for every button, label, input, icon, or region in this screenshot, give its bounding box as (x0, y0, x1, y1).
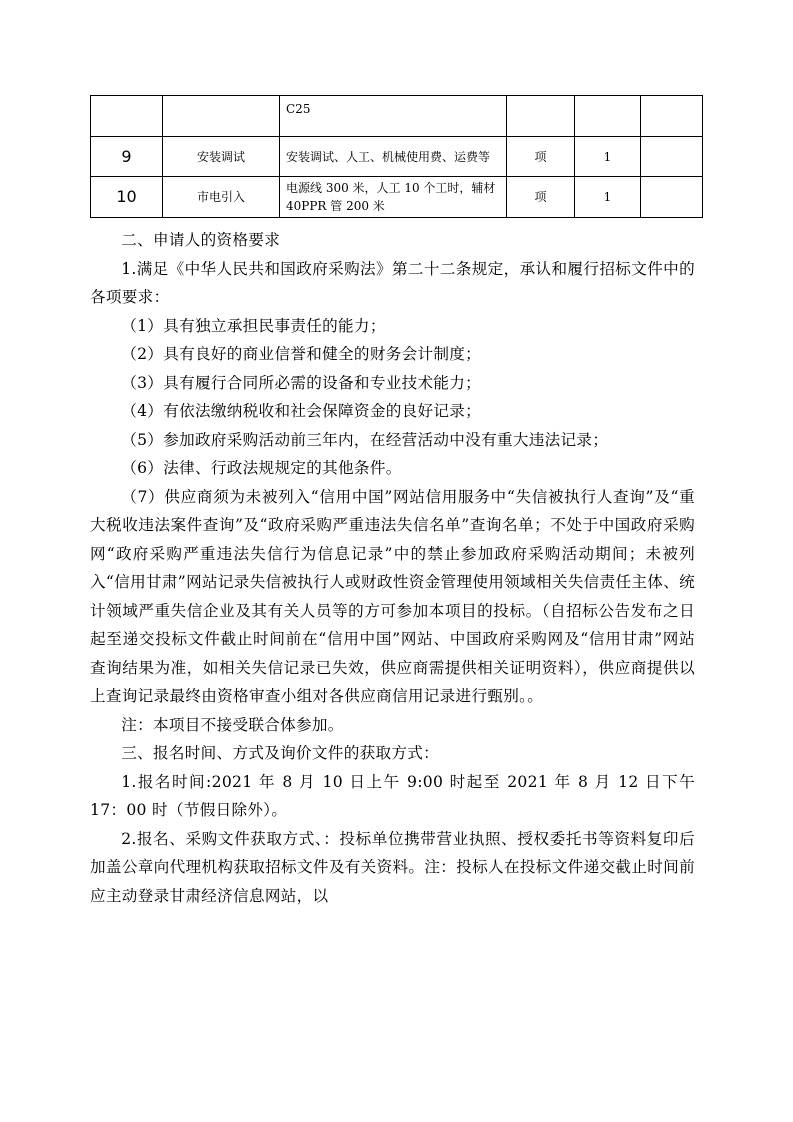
cell-no: 10 (91, 177, 163, 218)
cell-desc: 电源线 300 米，人工 10 个工时，辅材 40PPR 管 200 米 (280, 177, 507, 218)
list-item: （2）具有良好的商业信誉和健全的财务会计制度； (121, 345, 482, 363)
cell-extra (641, 96, 703, 137)
table-row (91, 137, 703, 177)
cell-desc: C25 (280, 96, 507, 137)
document-body (90, 226, 695, 910)
note: 注：本项目不接受联合体参加。 (121, 715, 344, 734)
paragraph: 1.报名时间:2021 年 8 月 10 日上午 9:00 时起至 2021 年 8 月 12 日下午 17：00 时（节假日除外）。 (90, 772, 695, 819)
list-item: （1）具有独立承担民事责任的能力； (121, 316, 386, 335)
table-row (91, 177, 703, 218)
list-item: （5）参加政府采购活动前三年内，在经营活动中没有重大违法记录； (121, 430, 609, 449)
list-item: （3）具有履行合同所必需的设备和专业技术能力； (121, 373, 482, 392)
cell-qty: 1 (575, 137, 641, 177)
cell-desc: 安装调试、人工、机械使用费、运费等 (280, 137, 507, 177)
list-item: （4）有依法缴纳税收和社会保障资金的良好记录； (121, 402, 482, 420)
cell-unit: 项 (507, 177, 575, 218)
cell-extra (641, 137, 703, 177)
cell-qty: 1 (575, 177, 641, 218)
section-heading: 三、报名时间、方式及询价文件的获取方式： (121, 744, 440, 762)
cell-extra (641, 177, 703, 218)
cell-no (91, 96, 163, 137)
table-row (91, 96, 703, 137)
list-item: （6）法律、行政法规规定的其他条件。 (121, 459, 402, 477)
cell-name (163, 96, 280, 137)
cell-name: 安装调试 (163, 137, 280, 177)
cell-unit: 项 (507, 137, 575, 177)
cell-qty (575, 96, 641, 137)
cell-unit (507, 96, 575, 137)
cell-no: 9 (91, 137, 163, 177)
list-item: （7）供应商须为未被列入“信用中国”网站信用服务中“失信被执行人查询”及“重大税收违法案件查询”及“政府采购严重违法失信名单”查询名单；不处于中国政府采购网“政府采购严重违法失信行为信息记录”中的禁止参加政府采购活动期间；未被列入“信用甘肃”网站记录失信被执行人或财政性资金管理使用领域相关失信责任主体、统计领域严重失信企业及其有关人员等的方可参加本项目的投标。（自招标公告发布之日起至递交投标文件截止时间前在“信用中国”网站、中国政府采购网及“信用甘肃”网站查询结果为准，如相关失信记录已失效，供应商需提供相关证明资料），供应商提供以上查询记录最终由资格审查小组对各供应商信用记录进行甄别。。 (90, 487, 695, 705)
section-heading: 二、申请人的资格要求 (121, 231, 281, 249)
cell-name: 市电引入 (163, 177, 280, 218)
paragraph: 1.满足《中华人民共和国政府采购法》第二十二条规定，承认和履行招标文件中的各项要求： (90, 259, 695, 306)
items-table (90, 95, 703, 218)
paragraph: 2.报名、采购文件获取方式、：投标单位携带营业执照、授权委托书等资料复印后加盖公章向代理机构获取招标文件及有关资料。注：投标人在投标文件递交截止时间前应主动登录甘肃经济信息网站，以 (90, 829, 695, 905)
